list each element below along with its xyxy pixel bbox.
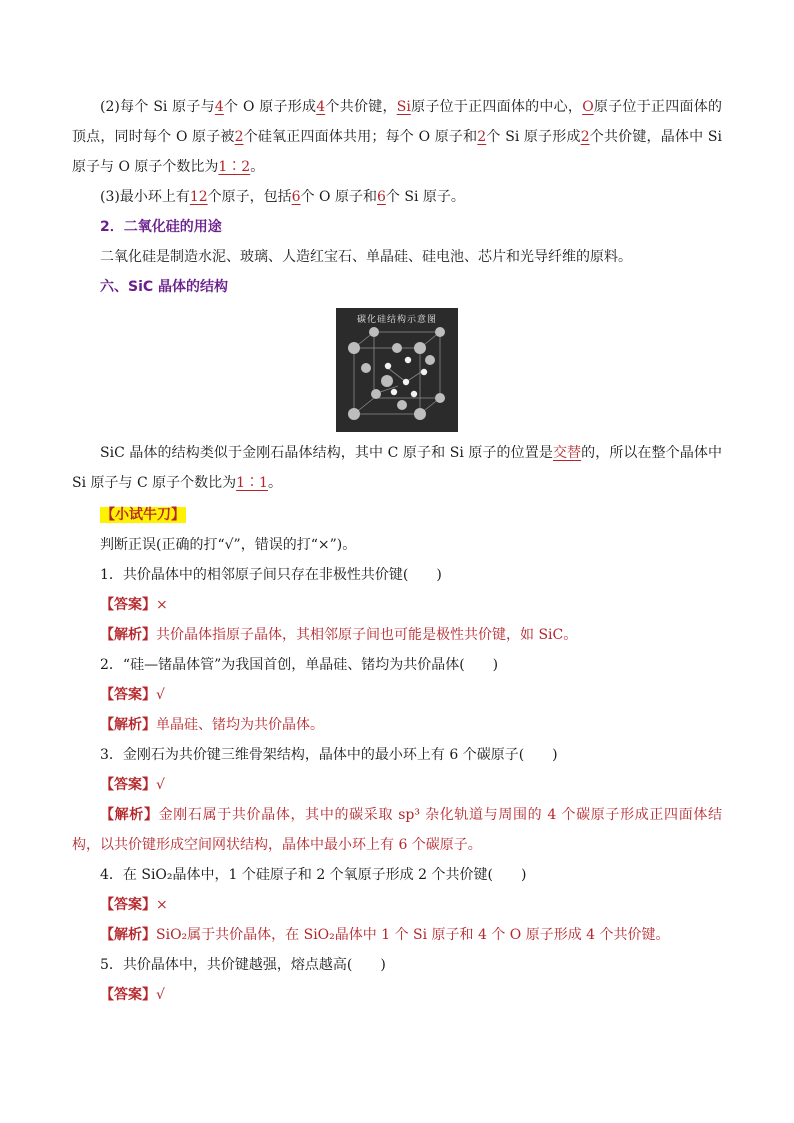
sic-lattice-illustration [336, 308, 458, 432]
answer-blank: 6 [291, 189, 301, 205]
analysis-text: 金刚石属于共价晶体，其中的碳采取 sp³ 杂化轨道与周围的 4 个碳原子形成正四面体结构，以共价键形成空间网状结构，晶体中最小环上有 6 个碳原子。 [72, 807, 722, 853]
practice-heading [72, 500, 722, 530]
question-1: 1．共价晶体中的相邻原子间只存在非极性共价键( ) [100, 567, 442, 583]
answer-blank: 2 [477, 129, 487, 145]
answer-value: × [156, 597, 168, 613]
analysis-tag: 【解析】 [100, 807, 159, 823]
practice-tag: 【小试牛刀】 [101, 507, 185, 523]
answer-1 [72, 590, 722, 620]
analysis-3 [72, 800, 722, 860]
answer-value: × [156, 897, 168, 913]
answer-value: √ [156, 987, 165, 1003]
analysis-text: 共价晶体指原子晶体，其相邻原子间也可能是极性共价键，如 SiC。 [156, 627, 578, 643]
sic-structure-figure [336, 308, 458, 432]
answer-blank: 2 [580, 129, 590, 145]
analysis-text: 单晶硅、锗均为共价晶体。 [156, 717, 324, 733]
answer-blank: 4 [214, 99, 224, 115]
answer-tag: 【答案】 [100, 897, 156, 913]
answer-blank: 1∶2 [218, 159, 251, 175]
answer-tag: 【答案】 [100, 687, 156, 703]
analysis-tag: 【解析】 [100, 927, 156, 943]
analysis-4 [72, 920, 722, 950]
answer-value: √ [156, 777, 165, 793]
answer-blank: Si [396, 99, 411, 115]
question-4: 4．在 SiO₂晶体中，1 个硅原子和 2 个氧原子形成 2 个共价键( ) [100, 867, 527, 883]
paragraph-smallest-ring: (3)最小环上有12个原子，包括6个 O 原子和6个 Si 原子。 [100, 189, 465, 205]
answer-blank: 4 [316, 99, 326, 115]
analysis-tag: 【解析】 [100, 717, 156, 733]
paragraph-sio2-uses: 二氧化硅是制造水泥、玻璃、人造红宝石、单晶硅、硅电池、芯片和光导纤维的原料。 [100, 249, 632, 265]
answer-blank: 6 [376, 189, 386, 205]
paragraph-si-o-bonds: (2)每个 Si 原子与4个 O 原子形成4个共价键，Si原子位于正四面体的中心，O原子位于正四面体的顶点，同时每个 O 原子被2个硅氧正四面体共用；每个 O 原子和2个 Si 原子形成2个共价键，晶体中 Si 原子与 O 原子个数比为1∶2。 [72, 99, 723, 175]
answer-tag: 【答案】 [100, 597, 156, 613]
question-5: 5．共价晶体中，共价键越强，熔点越高( ) [100, 957, 386, 973]
answer-2 [72, 680, 722, 710]
answer-tag: 【答案】 [100, 777, 156, 793]
analysis-tag: 【解析】 [100, 627, 156, 643]
analysis-2 [72, 710, 722, 740]
answer-blank: 交替 [552, 445, 582, 461]
document-page [72, 92, 722, 1010]
analysis-1 [72, 620, 722, 650]
heading-sic-structure: 六、SiC 晶体的结构 [100, 279, 229, 295]
analysis-text: SiO₂属于共价晶体，在 SiO₂晶体中 1 个 Si 原子和 4 个 O 原子形成 4 个共价键。 [156, 927, 670, 943]
instruction-text: 判断正误(正确的打“√”，错误的打“×”)。 [100, 537, 357, 553]
paragraph-sic-structure: SiC 晶体的结构类似于金刚石晶体结构，其中 C 原子和 Si 原子的位置是交替的，所以在整个晶体中 Si 原子与 C 原子个数比为1∶1。 [72, 445, 723, 491]
answer-5 [72, 980, 722, 1010]
question-3: 3．金刚石为共价键三维骨架结构，晶体中的最小环上有 6 个碳原子( ) [100, 747, 558, 763]
answer-4 [72, 890, 722, 920]
heading-sio2-uses: 2．二氧化硅的用途 [100, 219, 222, 235]
answer-tag: 【答案】 [100, 987, 156, 1003]
answer-blank: O [582, 99, 594, 115]
answer-blank: 1∶1 [236, 475, 268, 491]
answer-blank: 12 [189, 189, 208, 205]
figure-caption: 碳化硅结构示意图 [356, 315, 437, 325]
answer-value: √ [156, 687, 165, 703]
answer-3 [72, 770, 722, 800]
question-2: 2．“硅—锗晶体管”为我国首创，单晶硅、锗均为共价晶体( ) [100, 657, 499, 673]
answer-blank: 2 [234, 129, 244, 145]
